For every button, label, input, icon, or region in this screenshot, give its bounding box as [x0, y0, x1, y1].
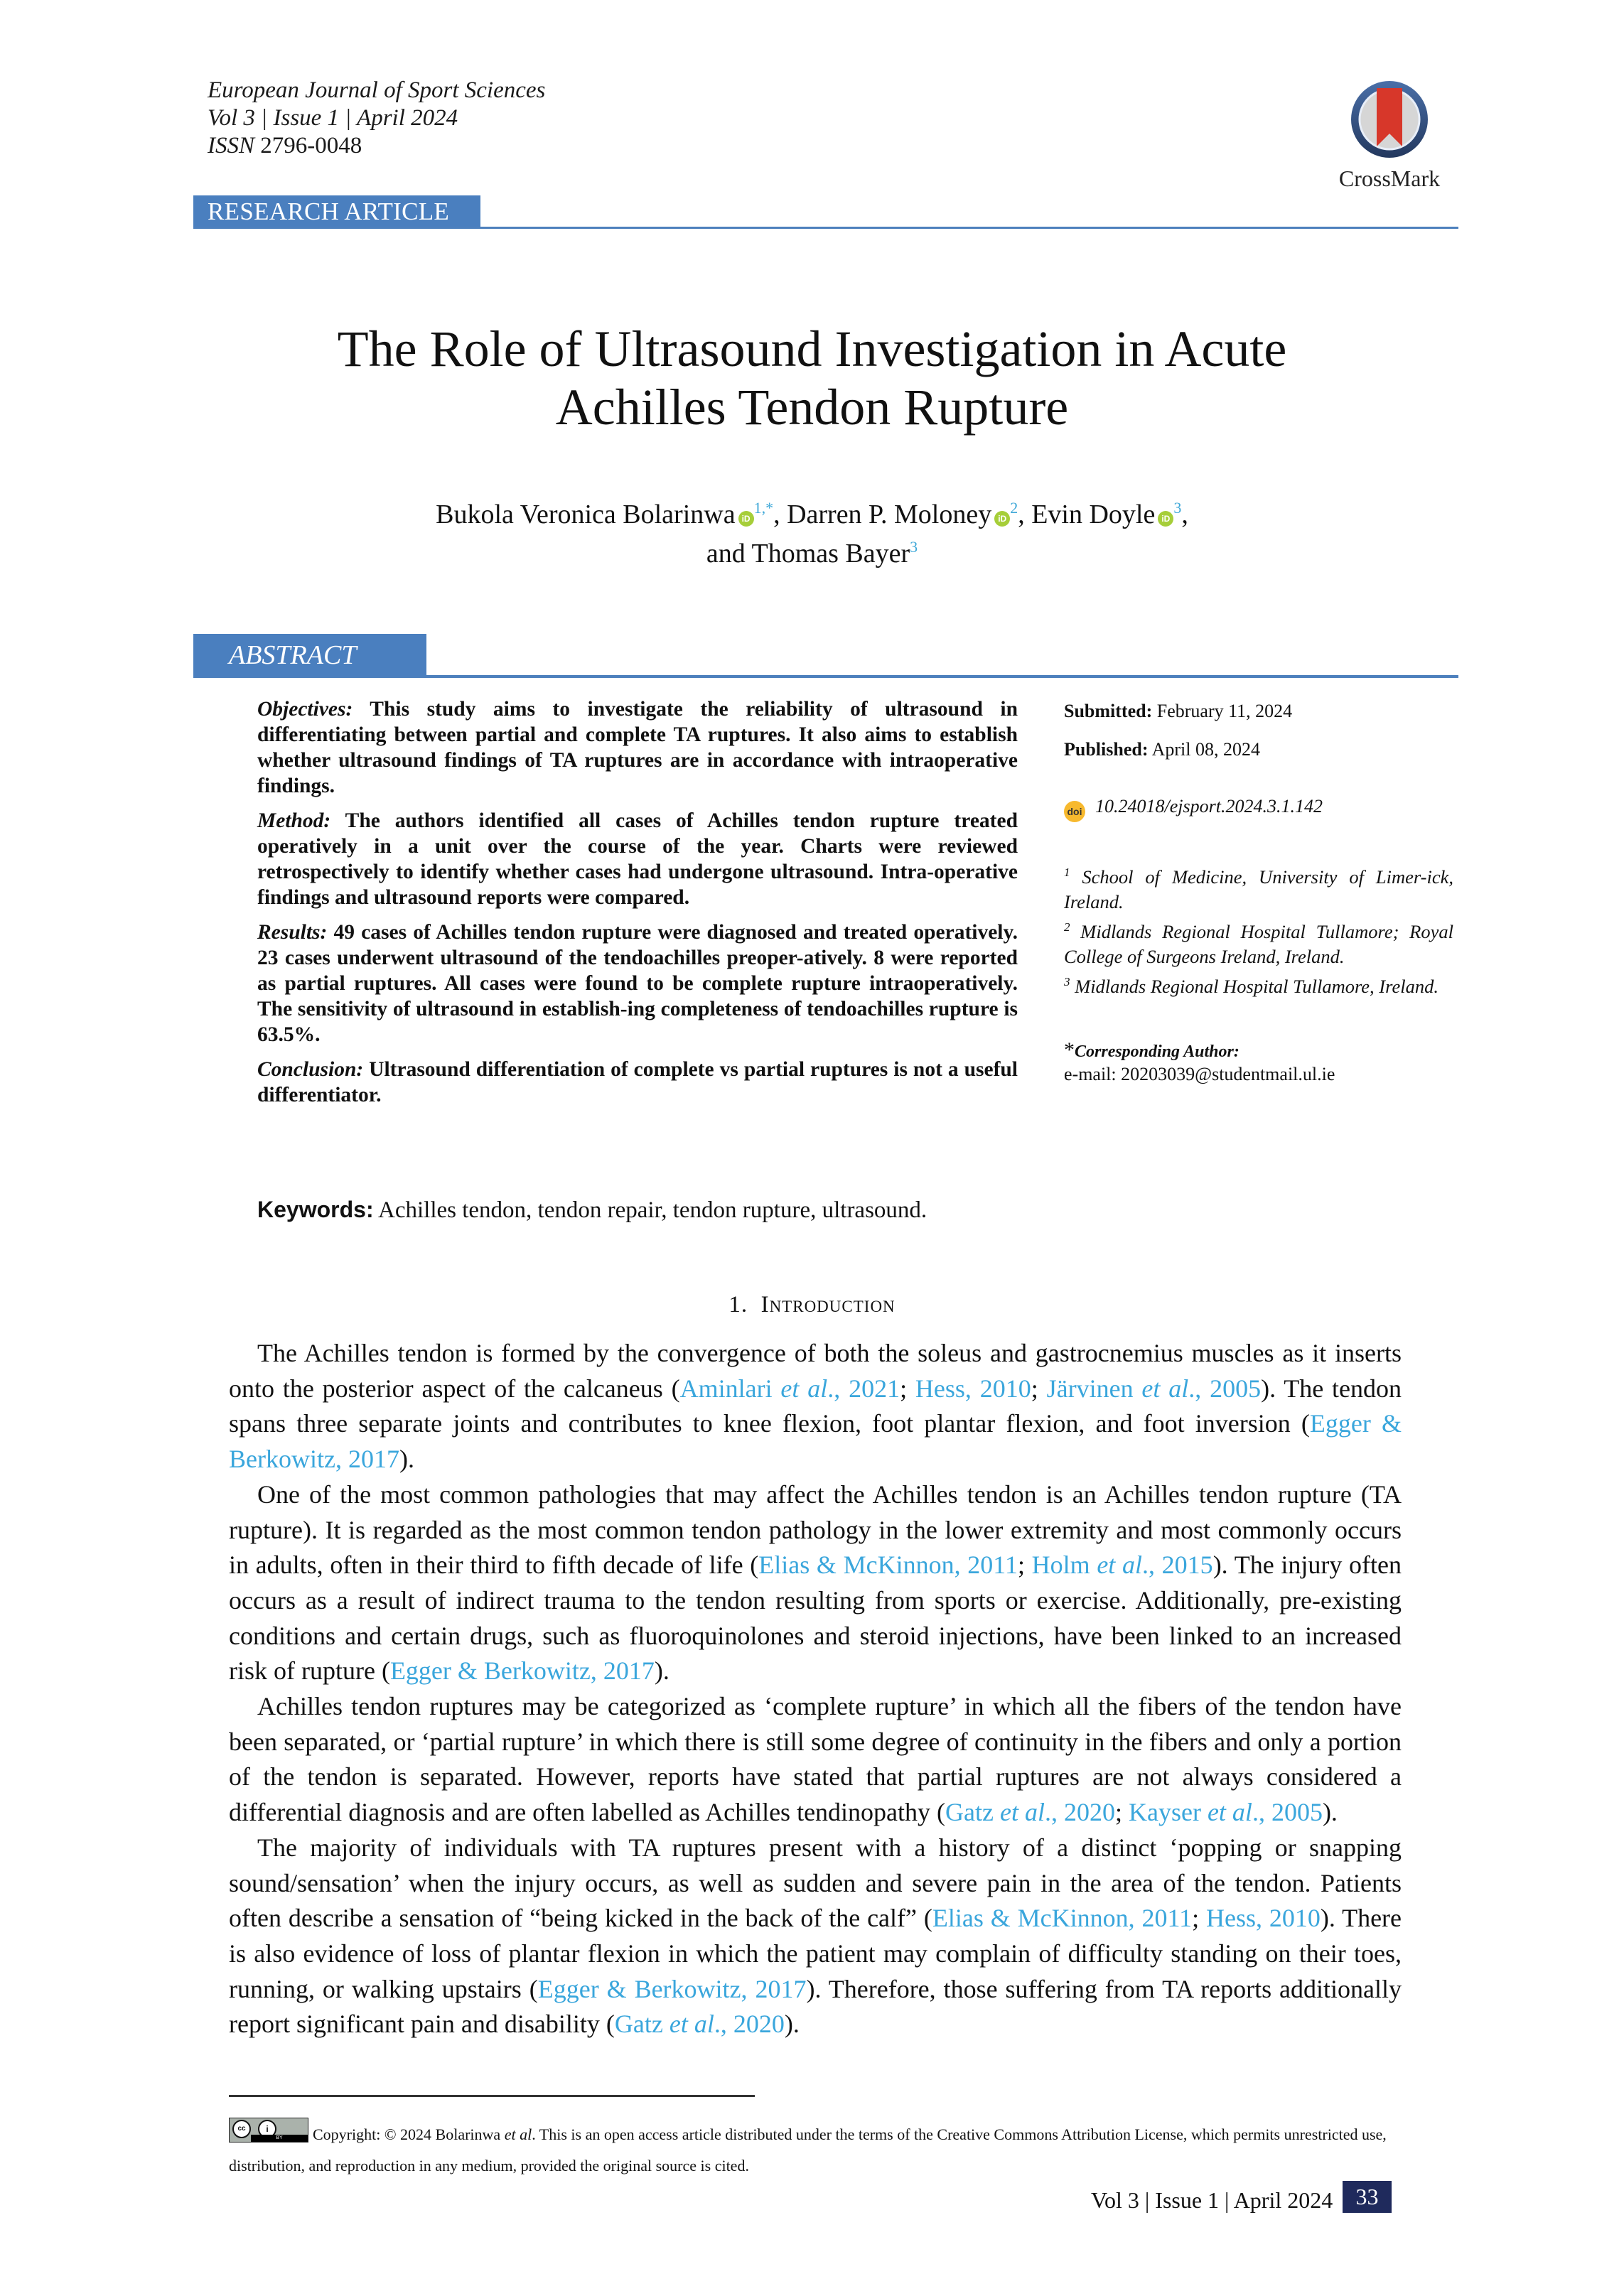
body-text: ; — [900, 1374, 915, 1403]
author-affiliation-mark[interactable]: 3 — [1173, 499, 1182, 517]
affiliation-number: 1 — [1064, 866, 1070, 879]
footer-issue: Vol 3 | Issue 1 | April 2024 — [1091, 2187, 1333, 2213]
abstract-label: Results: — [257, 921, 328, 944]
citation-link[interactable]: Holm et al., 2015 — [1031, 1551, 1213, 1580]
abstract-heading: ABSTRACT — [193, 634, 426, 677]
body-text: ; — [1114, 1798, 1129, 1827]
submitted-date — [1064, 700, 1455, 723]
author-name: Darren P. Moloney — [787, 500, 992, 529]
body-text: ). — [399, 1445, 414, 1474]
abstract-body — [257, 696, 1018, 1117]
author-list — [142, 492, 1482, 570]
citation-link[interactable]: Aminlari et al., 2021 — [679, 1374, 900, 1403]
section-heading-introduction — [142, 1292, 1482, 1318]
corresponding-email[interactable]: e-mail: 20203039@studentmail.ul.ie — [1064, 1064, 1335, 1084]
attribution-icon: i — [258, 2120, 276, 2138]
orcid-icon[interactable]: iD — [1158, 511, 1173, 527]
published-label: Published: — [1064, 739, 1149, 760]
abstract-conclusion — [257, 1057, 1018, 1108]
section-number: 1. — [728, 1292, 748, 1317]
abstract-text: This study aims to investigate the reliability of ultrasound in differentiating between partial and complete TA ruptures. It also aims to establish whether ultrasound findings of TA ruptures are in accordance with intraoperative findings. — [257, 698, 1018, 797]
citation-link[interactable]: Elias & McKinnon, 2011 — [932, 1904, 1193, 1933]
body-text: One of the most common pathologies that may affect the Achilles tendon is an Achilles tendon rupture (TA rupture). It is regarded as the most common tendon pathology in the lower extremity and most commonly occurs in adults, often in their third to fifth decade of life ( — [229, 1480, 1402, 1580]
license-notice — [229, 2118, 1402, 2182]
body-paragraph — [229, 1477, 1402, 1689]
corresponding-star: * — [1064, 1038, 1075, 1062]
body-text: The majority of individuals with TA ruptures present with a history of a distinct ‘popping or snapping sound/sensation’ when the injury occurs, as well as sudden and severe pain in the area of the tendon. Patients often describe a sensation of “being kicked in the back of the calf” ( — [229, 1833, 1402, 1933]
body-text: ; — [1017, 1551, 1032, 1580]
body-paragraph — [229, 1831, 1402, 2042]
author-separator: , — [1018, 500, 1032, 529]
article-type-badge: RESEARCH ARTICLE — [193, 195, 480, 227]
affiliations — [1064, 860, 1453, 999]
author-affiliation-mark[interactable]: 1,* — [753, 499, 774, 517]
journal-volume-issue: Vol 3 | Issue 1 | April 2024 — [208, 105, 458, 131]
footnote-rule — [229, 2095, 755, 2097]
author-affiliation-mark[interactable]: 3 — [910, 538, 918, 556]
abstract-text: The authors identified all cases of Achilles tendon rupture treated operatively in a unit over the course of the year. Charts were reviewed retrospectively to identify whether cases had undergone ultrasound. Intra-operative findings and ultrasound reports were compared. — [257, 809, 1018, 909]
affiliation-text: School of Medicine, University of Limer-ick, Ireland. — [1064, 866, 1453, 912]
cc-by-badge[interactable] — [229, 2118, 308, 2143]
cc-icon: cc — [232, 2120, 251, 2138]
abstract-label: Objectives: — [257, 698, 353, 721]
author-separator: , — [1181, 500, 1188, 529]
abstract-objectives — [257, 696, 1018, 799]
title-line-2: Achilles Tendon Rupture — [555, 379, 1069, 436]
abstract-text: Ultrasound differentiation of complete vs partial ruptures is not a useful differentiator. — [257, 1058, 1018, 1106]
body-text: ). The injury often occurs as a result of indirect trauma to the tendon resulting from sports or exercise. Additionally, pre-existing conditions and certain drugs, such as fluoroquinolones and steroid injections, have been linked to an increased risk of rupture ( — [229, 1551, 1402, 1686]
published-date — [1064, 738, 1455, 761]
corresponding-author — [1064, 1039, 1453, 1086]
abstract-results — [257, 920, 1018, 1047]
published-value: April 08, 2024 — [1148, 739, 1260, 760]
affiliation-item — [1064, 860, 1453, 915]
license-text-end: . This is an open access article distributed under the terms of the Creative Commons Attribution License, which permits unrestricted use, distribution, and reproduction in any medium, provided the original source is cited. — [229, 2125, 1387, 2174]
citation-link[interactable]: Gatz et al., 2020 — [614, 2010, 785, 2039]
body-text: ). — [784, 2010, 800, 2039]
body-text: ). There is also evidence of loss of plantar flexion in which the patient may complain of difficulty standing on their toes, running, or walking upstairs ( — [229, 1904, 1402, 2003]
body-text: ; — [1192, 1904, 1206, 1933]
body-paragraph — [229, 1689, 1402, 1831]
affiliation-item — [1064, 969, 1453, 999]
body-text: ; — [1031, 1374, 1047, 1403]
body-text: Achilles tendon ruptures may be categorized as ‘complete rupture’ in which all the fibers of the tendon have been separated, or ‘partial rupture’ in which there is still some degree of continuity in the fibers and only a portion of the tendon is separated. However, reports have stated that partial ruptures are not always considered a differential diagnosis and are often labelled as Achilles tendinopathy ( — [229, 1692, 1402, 1827]
license-text-start: Copyright: © 2024 Bolarinwa — [313, 2125, 505, 2143]
citation-link[interactable]: Egger & Berkowitz, 2017 — [229, 1409, 1402, 1474]
crossmark-label: CrossMark — [1338, 166, 1441, 191]
corresponding-label: Corresponding Author: — [1075, 1042, 1239, 1061]
citation-link[interactable]: Järvinen et al., 2005 — [1046, 1374, 1262, 1403]
journal-issn — [208, 132, 545, 160]
author-name: Evin Doyle — [1031, 500, 1156, 529]
submitted-value: February 11, 2024 — [1152, 701, 1293, 721]
body-text: ). — [654, 1656, 670, 1686]
crossmark-logo[interactable] — [1329, 78, 1450, 192]
introduction-body — [229, 1336, 1402, 2042]
keywords — [257, 1195, 1039, 1224]
article-title — [142, 320, 1482, 436]
author-name: Bukola Veronica Bolarinwa — [436, 500, 736, 529]
article-dates — [1064, 700, 1455, 777]
keywords-label: Keywords: — [257, 1197, 374, 1222]
abstract-label: Method: — [257, 809, 331, 832]
author-name: and Thomas Bayer — [706, 539, 910, 568]
keywords-text: Achilles tendon, tendon repair, tendon rupture, ultrasound. — [373, 1197, 927, 1223]
abstract-method — [257, 808, 1018, 910]
issn-number: 2796-0048 — [260, 133, 362, 158]
body-text: ). The tendon spans three separate joints and contributes to knee flexion, foot plantar flexion, and foot inversion ( — [229, 1374, 1402, 1438]
page-number: 33 — [1343, 2181, 1392, 2213]
doi-text[interactable]: 10.24018/ejsport.2024.3.1.142 — [1095, 796, 1323, 816]
issn-label: ISSN — [208, 133, 254, 158]
doi-icon: doi — [1064, 801, 1085, 822]
author-affiliation-mark[interactable]: 2 — [1010, 499, 1018, 517]
orcid-icon[interactable]: iD — [738, 511, 754, 527]
submitted-label: Submitted: — [1064, 701, 1153, 721]
affiliation-number: 3 — [1064, 975, 1070, 988]
affiliation-text: Midlands Regional Hospital Tullamore, Ireland. — [1070, 976, 1439, 997]
affiliation-number: 2 — [1064, 920, 1070, 934]
body-paragraph — [229, 1336, 1402, 1477]
crossmark-icon — [1348, 78, 1431, 161]
citation-link[interactable]: Egger & Berkowitz, 2017 — [537, 1974, 807, 2003]
citation-link[interactable]: Hess, 2010 — [1206, 1904, 1321, 1933]
citation-link[interactable]: Gatz et al., 2020 — [945, 1798, 1115, 1827]
abstract-label: Conclusion: — [257, 1058, 364, 1081]
by-label: BY — [251, 2135, 308, 2142]
affiliation-item — [1064, 915, 1453, 969]
author-separator: , — [773, 500, 787, 529]
citation-link[interactable]: Egger & Berkowitz, 2017 — [389, 1656, 655, 1686]
orcid-icon[interactable]: iD — [994, 511, 1010, 527]
body-text: ). Therefore, those suffering from TA reports additionally report significant pain and disability ( — [229, 1974, 1402, 2039]
body-text: ). — [1322, 1798, 1338, 1827]
affiliation-text: Midlands Regional Hospital Tullamore; Royal College of Surgeons Ireland, Ireland. — [1064, 921, 1453, 967]
title-line-1: The Role of Ultrasound Investigation in Acute — [337, 320, 1287, 377]
body-text: The Achilles tendon is formed by the convergence of both the soleus and gastrocnemius muscles as it inserts onto the posterior aspect of the calcaneus ( — [229, 1339, 1402, 1403]
section-title: Introduction — [760, 1292, 896, 1317]
abstract-text: 49 cases of Achilles tendon rupture were diagnosed and treated operatively. 23 cases underwent ultrasound of the tendoachilles preoper-atively. 8 were reported as partial ruptures. All cases were found to be complete rupture intraoperatively. The sensitivity of ultrasound in establish-ing completeness of tendoachilles rupture is 63.5%. — [257, 921, 1018, 1046]
citation-link[interactable]: Hess, 2010 — [915, 1374, 1031, 1403]
citation-link[interactable]: Kayser et al., 2005 — [1129, 1798, 1323, 1827]
journal-header — [208, 77, 545, 160]
doi-link[interactable] — [1064, 796, 1323, 822]
journal-name: European Journal of Sport Sciences — [208, 77, 546, 103]
citation-link[interactable]: Elias & McKinnon, 2011 — [758, 1551, 1018, 1580]
license-etal: et al — [504, 2125, 532, 2143]
